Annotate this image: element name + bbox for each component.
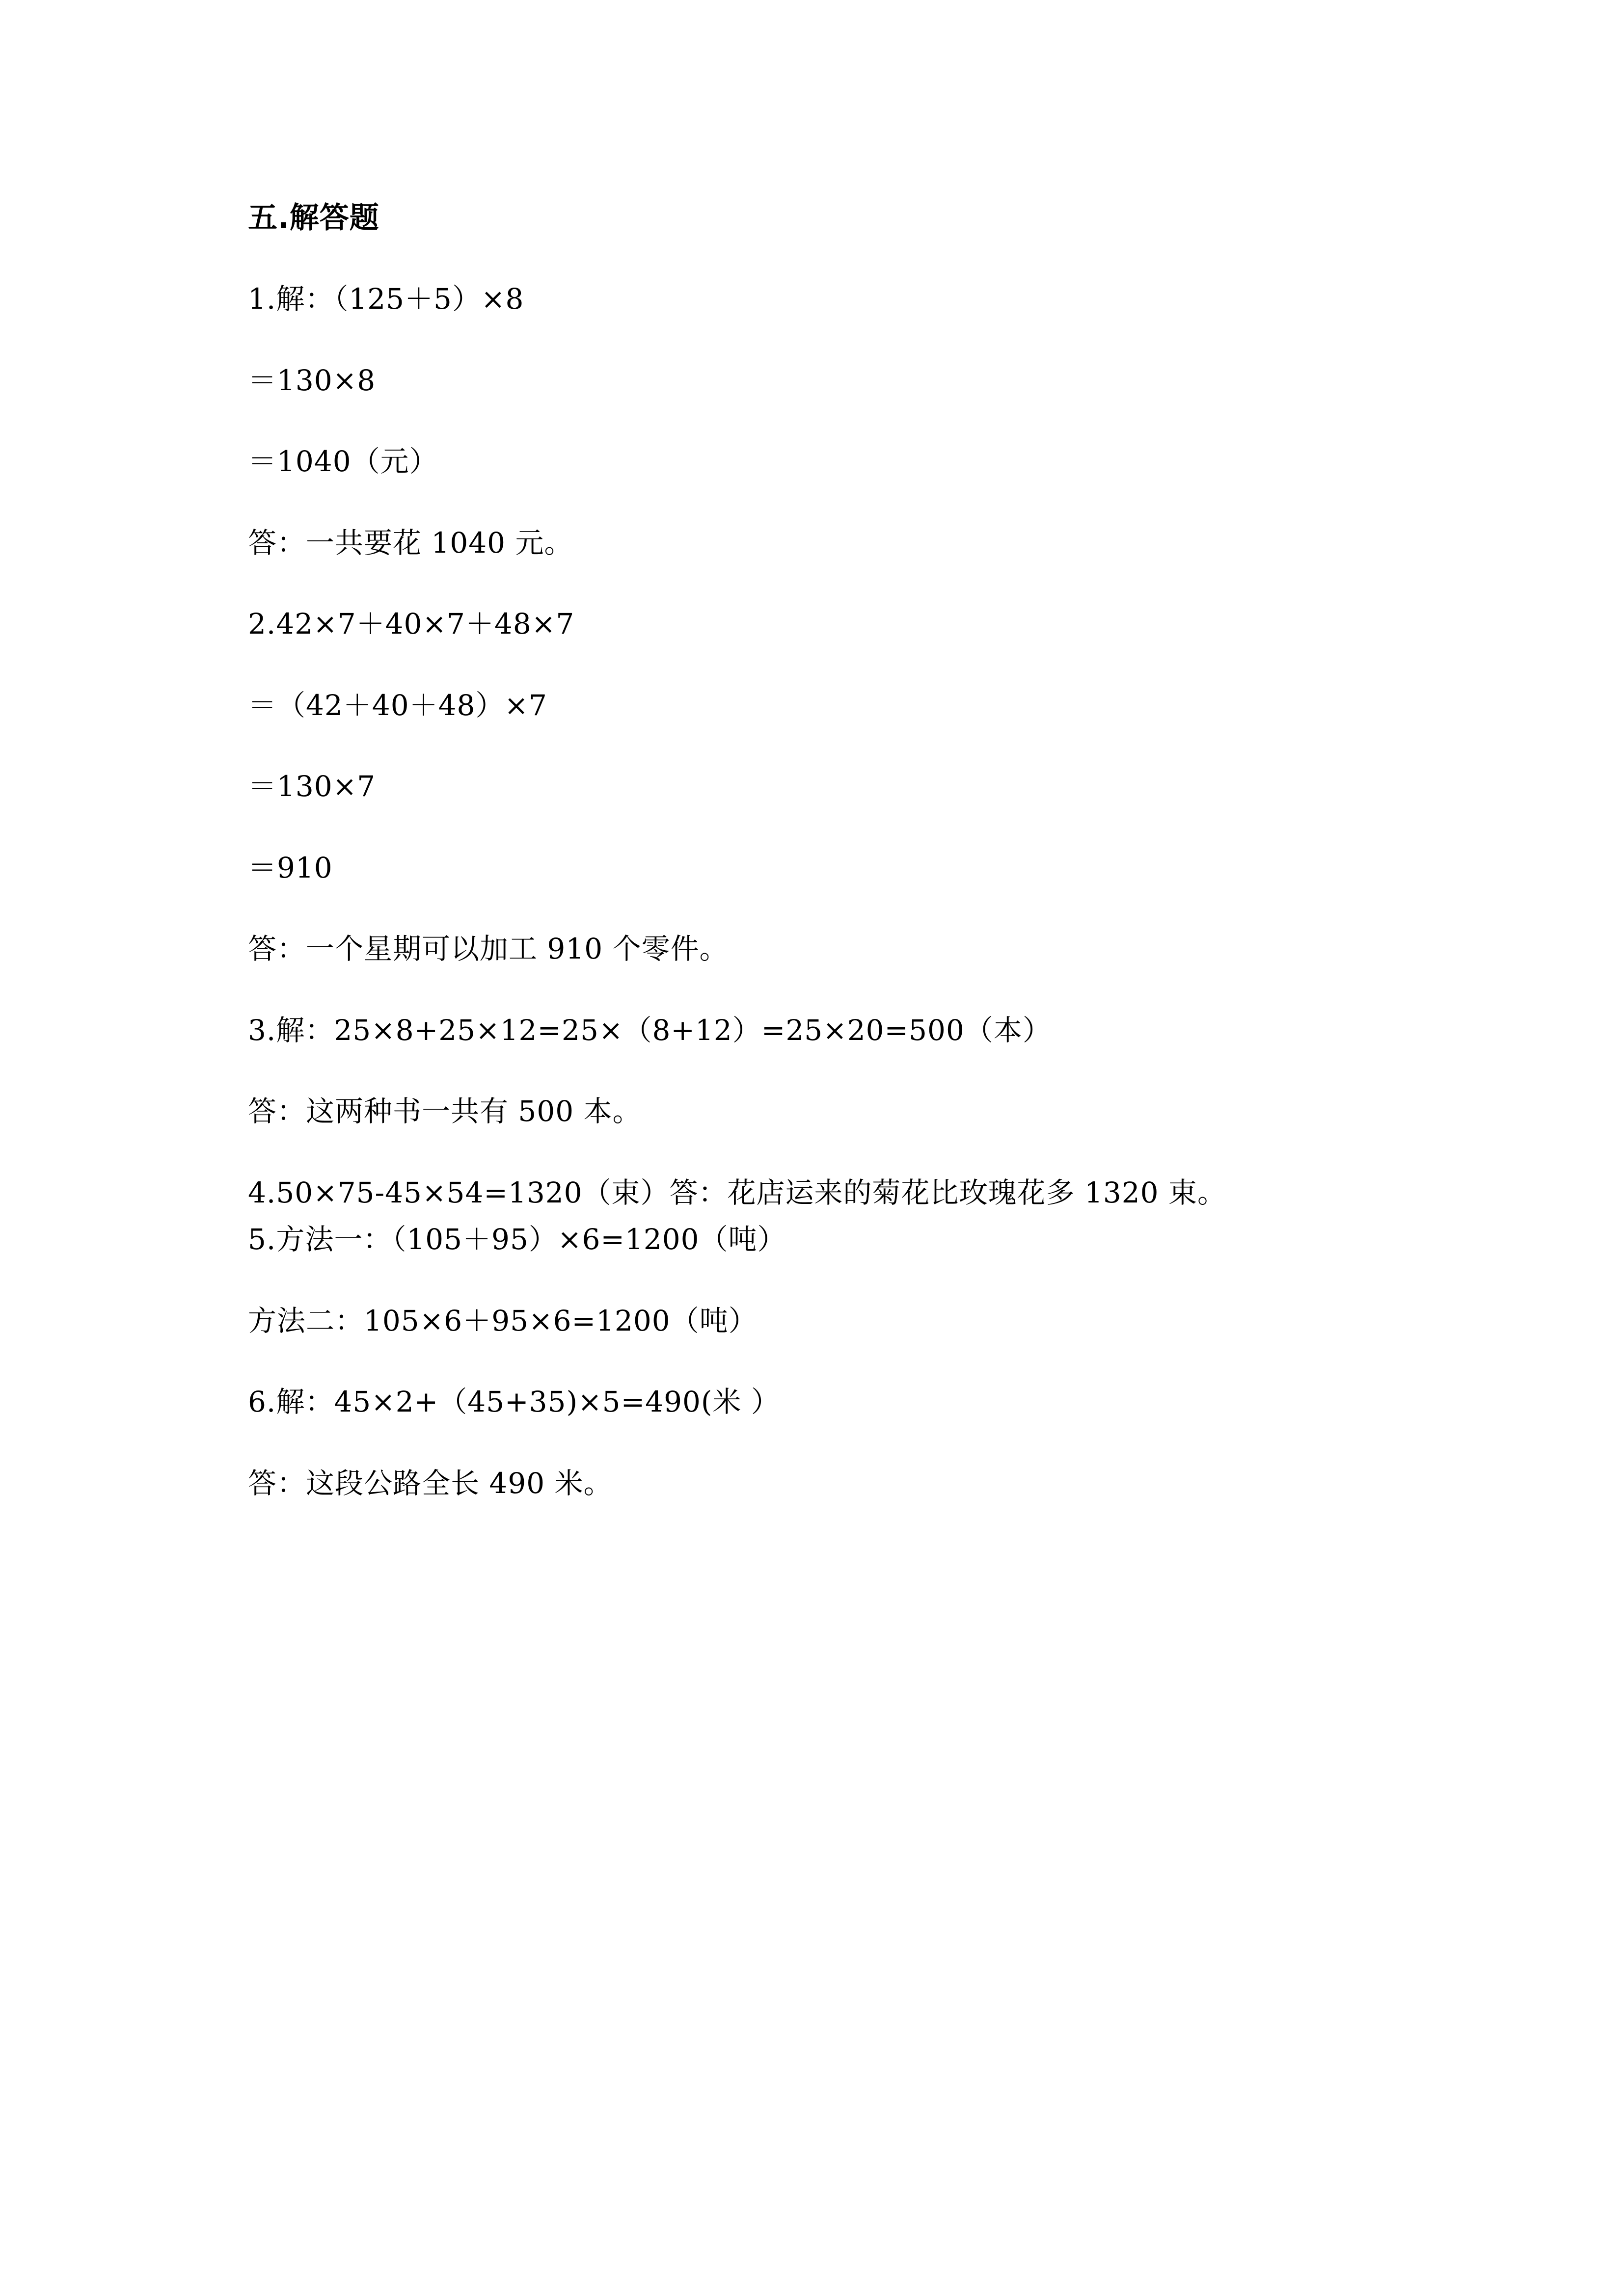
- answer-line-4: 答：一共要花 1040 元。: [248, 526, 573, 560]
- answer-line-11: 答：这两种书一共有 500 本。: [248, 1095, 642, 1128]
- answer-line-9: 答：一个星期可以加工 910 个零件。: [248, 932, 729, 965]
- answer-line-16: 答：这段公路全长 490 米。: [248, 1467, 613, 1500]
- answer-line-10: 3.解：25×8+25×12=25×（8+12）=25×20=500（本）: [248, 1014, 1052, 1047]
- answer-line-2: ＝130×8: [248, 364, 376, 397]
- answer-line-13: 5.方法一：（105＋95）×6=1200（吨）: [248, 1223, 786, 1256]
- answer-line-5: 2.42×7＋40×7＋48×7: [248, 607, 575, 641]
- answer-line-8: ＝910: [248, 851, 333, 884]
- answer-line-7: ＝130×7: [248, 770, 376, 803]
- answer-line-6: ＝（42＋40＋48）×7: [248, 689, 547, 722]
- answer-line-12: 4.50×75-45×54=1320（束）答：花店运来的菊花比玫瑰花多 1320 束。: [248, 1176, 1227, 1209]
- answer-line-15: 6.解：45×2+（45+35)×5=490(米 ）: [248, 1385, 780, 1418]
- answer-line-14: 方法二：105×6＋95×6=1200（吨）: [248, 1304, 758, 1337]
- section-title: 五.解答题: [248, 201, 379, 235]
- answer-line-3: ＝1040（元）: [248, 445, 438, 478]
- answer-line-1: 1.解：（125＋5）×8: [248, 282, 524, 316]
